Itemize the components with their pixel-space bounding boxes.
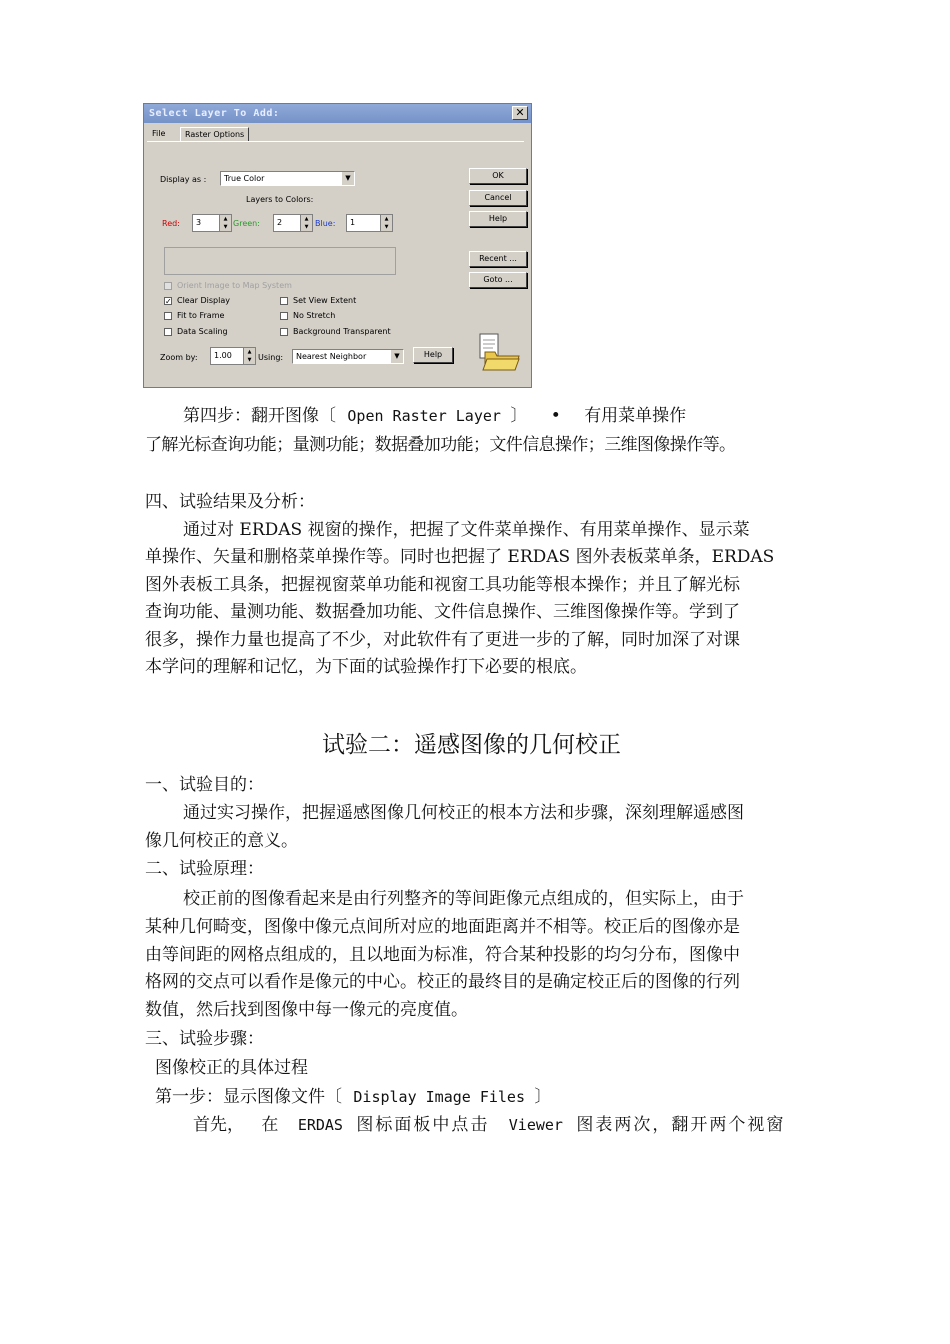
last-line-part: 图表两次，翻开两个视窗 xyxy=(576,1115,786,1135)
blue-label: Blue: xyxy=(315,219,336,228)
no-stretch-checkbox[interactable] xyxy=(280,312,288,320)
step1-close-paren: 〕 xyxy=(534,1087,552,1107)
paragraph-line: 校正前的图像看起来是由行列整齐的等间距像元点组成的，但实际上，由于 xyxy=(183,889,744,909)
spinner-arrows-icon[interactable]: ▲ ▼ xyxy=(300,215,312,231)
help-button-2[interactable]: Help xyxy=(413,347,453,363)
section-heading: 二、试验原理： xyxy=(145,859,264,879)
paragraph-line: 很多，操作力量也提高了不少，对此软件有了更进一步的了解，同时加深了对课 xyxy=(145,630,740,650)
blue-value: 1 xyxy=(350,218,356,227)
set-view-extent-label: Set View Extent xyxy=(293,296,357,305)
step4-line xyxy=(183,401,686,426)
spinner-arrows-icon[interactable]: ▲ ▼ xyxy=(380,215,392,231)
paragraph-line: 通过实习操作，把握遥感图像几何校正的根本方法和步骤，深刻理解遥感图 xyxy=(183,803,744,823)
select-layer-dialog xyxy=(143,103,532,388)
step4-close-paren: 〕 xyxy=(510,406,528,426)
subheading: 图像校正的具体过程 xyxy=(155,1058,308,1078)
green-value: 2 xyxy=(277,218,283,227)
display-as-select[interactable] xyxy=(220,171,355,186)
layers-to-colors-label: Layers to Colors: xyxy=(246,195,314,204)
last-line-part: 首先， xyxy=(193,1115,244,1135)
chevron-down-icon[interactable]: ▼ xyxy=(390,350,403,363)
tab-file[interactable]: File xyxy=(152,129,166,138)
check-icon: ✓ xyxy=(165,297,172,306)
blue-spinner[interactable] xyxy=(346,214,393,232)
experiment-title: 试验二：遥感图像的几何校正 xyxy=(322,732,621,758)
paragraph-line: 格网的交点可以看作是像元的中心。校正的最终目的是确定校正后的图像的行列 xyxy=(145,972,740,992)
layers-group xyxy=(164,247,396,275)
step1-prefix: 第一步：显示图像文件〔 xyxy=(155,1087,342,1107)
orient-label: Orient Image to Map System xyxy=(177,281,292,290)
section-heading: 三、试验步骤： xyxy=(145,1029,264,1049)
paragraph-line: 像几何校正的意义。 xyxy=(145,831,298,851)
cancel-button[interactable]: Cancel xyxy=(469,190,527,206)
green-spinner[interactable] xyxy=(273,214,313,232)
fit-to-frame-checkbox[interactable] xyxy=(164,312,172,320)
green-label: Green: xyxy=(233,219,260,228)
background-transparent-label: Background Transparent xyxy=(293,327,391,336)
paragraph-line: 查询功能、量测功能、数据叠加功能、文件信息操作、三维图像操作等。学到了 xyxy=(145,602,740,622)
orient-checkbox xyxy=(164,282,172,290)
recent-button[interactable]: Recent ... xyxy=(469,251,527,267)
chevron-down-icon[interactable]: ▼ xyxy=(341,172,354,185)
red-value: 3 xyxy=(196,218,202,227)
paragraph-line: 了解光标查询功能；量测功能；数据叠加功能；文件信息操作；三维图像操作等。 xyxy=(145,435,736,455)
step4-suffix: 有用菜单操作 xyxy=(584,406,687,426)
paragraph-line: 由等间距的网格点组成的，且以地面为标准，符合某种投影的均匀分布，图像中 xyxy=(145,945,740,965)
clear-display-label: Clear Display xyxy=(177,296,230,305)
paragraph-line: 本学问的理解和记忆，为下面的试验操作打下必要的根底。 xyxy=(145,657,587,677)
using-label: Using: xyxy=(258,353,284,362)
last-line xyxy=(193,1110,785,1135)
tab-raster-options[interactable]: Raster Options xyxy=(180,127,249,142)
display-as-value: True Color xyxy=(224,174,265,183)
background-transparent-checkbox[interactable] xyxy=(280,328,288,336)
using-value: Nearest Neighbor xyxy=(296,352,367,361)
zoom-by-value: 1.00 xyxy=(214,351,232,360)
clear-display-checkbox[interactable] xyxy=(164,297,172,305)
paragraph-line: 图外表板工具条，把握视窗菜单功能和视窗工具功能等根本操作；并且了解光标 xyxy=(145,575,740,595)
data-scaling-label: Data Scaling xyxy=(177,327,228,336)
paragraph-line: 数值，然后找到图像中每一像元的亮度值。 xyxy=(145,1000,468,1020)
using-select[interactable] xyxy=(292,349,404,364)
goto-button[interactable]: Goto ... xyxy=(469,272,527,288)
red-spinner[interactable] xyxy=(192,214,232,232)
step1-english: Display Image Files xyxy=(353,1088,525,1106)
spinner-arrows-icon[interactable]: ▲ ▼ xyxy=(219,215,231,231)
paragraph-line: 某种几何畸变，图像中像元点间所对应的地面距离并不相等。校正后的图像亦是 xyxy=(145,917,740,937)
data-scaling-checkbox[interactable] xyxy=(164,328,172,336)
red-label: Red: xyxy=(162,219,180,228)
step4-english: Open Raster Layer xyxy=(347,407,501,425)
spinner-arrows-icon[interactable]: ▲ ▼ xyxy=(243,348,255,364)
zoom-by-spinner[interactable] xyxy=(210,347,256,365)
ok-button[interactable]: OK xyxy=(469,168,527,184)
display-as-label: Display as : xyxy=(160,175,207,184)
section-heading: 四、试验结果及分析： xyxy=(145,492,315,512)
section-heading: 一、试验目的： xyxy=(145,775,264,795)
dialog-titlebar xyxy=(144,104,531,123)
last-line-part: ERDAS xyxy=(297,1116,343,1134)
no-stretch-label: No Stretch xyxy=(293,311,336,320)
last-line-part: Viewer xyxy=(508,1116,563,1134)
paragraph-line: 单操作、矢量和删格菜单操作等。同时也把握了 ERDAS 图外表板菜单条，ERDAS xyxy=(145,547,775,567)
step4-prefix: 第四步：翻开图像〔 xyxy=(183,406,336,426)
help-button[interactable]: Help xyxy=(469,211,527,227)
close-icon[interactable]: ✕ xyxy=(512,106,528,120)
paragraph-line: 通过对 ERDAS 视窗的操作，把握了文件菜单操作、有用菜单操作、显示菜 xyxy=(183,520,750,540)
fit-to-frame-label: Fit to Frame xyxy=(177,311,225,320)
raster-options-panel xyxy=(147,141,524,384)
last-line-part: 在 xyxy=(261,1115,279,1135)
zoom-by-label: Zoom by: xyxy=(160,353,198,362)
step1-line xyxy=(155,1082,551,1107)
set-view-extent-checkbox[interactable] xyxy=(280,297,288,305)
open-folder-icon[interactable] xyxy=(477,332,522,374)
last-line-part: 图标面板中点击 xyxy=(356,1115,490,1135)
dialog-title: Select Layer To Add: xyxy=(149,108,280,119)
step4-bullet: • xyxy=(550,406,561,426)
